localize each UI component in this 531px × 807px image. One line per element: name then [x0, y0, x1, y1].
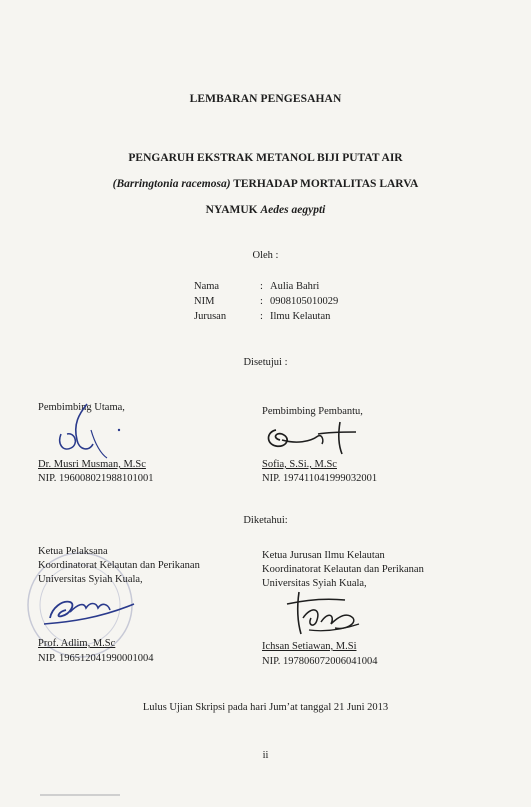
pembimbing-utama-name: Dr. Musri Musman, M.Sc — [38, 459, 146, 470]
ketua-jurusan-university: Universitas Syiah Kuala, — [262, 578, 367, 589]
ketua-pelaksana-university: Universitas Syiah Kuala, — [38, 574, 143, 585]
ketua-jurusan-nip: NIP. 197806072006041004 — [262, 656, 378, 667]
species-name: (Barringtonia racemosa) — [112, 178, 231, 190]
student-info — [194, 279, 338, 324]
bottom-edge-mark — [40, 794, 120, 796]
ketua-jurusan-unit: Koordinatorat Kelautan dan Perikanan — [262, 564, 424, 575]
student-nim-row: NIM : 0908105010029 — [194, 296, 339, 307]
thesis-title-line-2 — [0, 178, 531, 190]
pembimbing-utama-nip: NIP. 196008021988101001 — [38, 473, 154, 484]
signature-adlim — [40, 592, 140, 628]
signature-sofia — [262, 420, 362, 456]
ketua-jurusan-title: Ketua Jurusan Ilmu Kelautan — [262, 550, 385, 561]
student-name-row: Nama : Aulia Bahri — [194, 281, 320, 292]
ketua-pelaksana-name: Prof. Adlim, M.Sc — [38, 638, 116, 649]
ketua-jurusan-name: Ichsan Setiawan, M.Si — [262, 641, 357, 652]
thesis-title-line-3 — [0, 204, 531, 216]
info-value: 0908105010029 — [270, 296, 339, 307]
pembimbing-pembantu-role: Pembimbing Pembantu, — [262, 406, 363, 417]
mosquito-species: Aedes aegypti — [260, 204, 326, 216]
title-line-3-plain: NYAMUK — [205, 204, 261, 216]
ketua-pelaksana-nip: NIP. 196512041990001004 — [38, 653, 154, 664]
ketua-pelaksana-title: Ketua Pelaksana — [38, 546, 108, 557]
pembimbing-pembantu-name: Sofia, S.Si., M.Sc — [262, 459, 337, 470]
signature-musri-musman — [55, 400, 135, 460]
page-number: ii — [262, 750, 269, 761]
info-key: Nama — [194, 281, 220, 292]
info-value: Ilmu Kelautan — [270, 311, 331, 322]
diketahui-label: Diketahui: — [243, 515, 288, 526]
info-key: NIM — [194, 296, 215, 307]
student-jurusan-row: Jurusan : Ilmu Kelautan — [194, 311, 331, 322]
signature-ichsan-setiawan — [285, 588, 365, 638]
exam-passed-statement: Lulus Ujian Skripsi pada hari Jum’at tanggal 21 Juni 2013 — [142, 702, 389, 713]
oleh-label: Oleh : — [252, 250, 279, 261]
ketua-pelaksana-unit: Koordinatorat Kelautan dan Perikanan — [38, 560, 200, 571]
thesis-title-line-1: PENGARUH EKSTRAK METANOL BIJI PUTAT AIR — [128, 152, 403, 164]
disetujui-label: Disetujui : — [243, 357, 288, 368]
pembimbing-utama-role: Pembimbing Utama, — [38, 402, 125, 413]
pembimbing-pembantu-nip: NIP. 197411041999032001 — [262, 473, 378, 484]
info-value: Aulia Bahri — [270, 281, 320, 292]
page-heading: LEMBARAN PENGESAHAN — [189, 93, 342, 105]
info-key: Jurusan — [194, 311, 227, 322]
title-line-2-rest: TERHADAP MORTALITAS LARVA — [230, 178, 419, 190]
